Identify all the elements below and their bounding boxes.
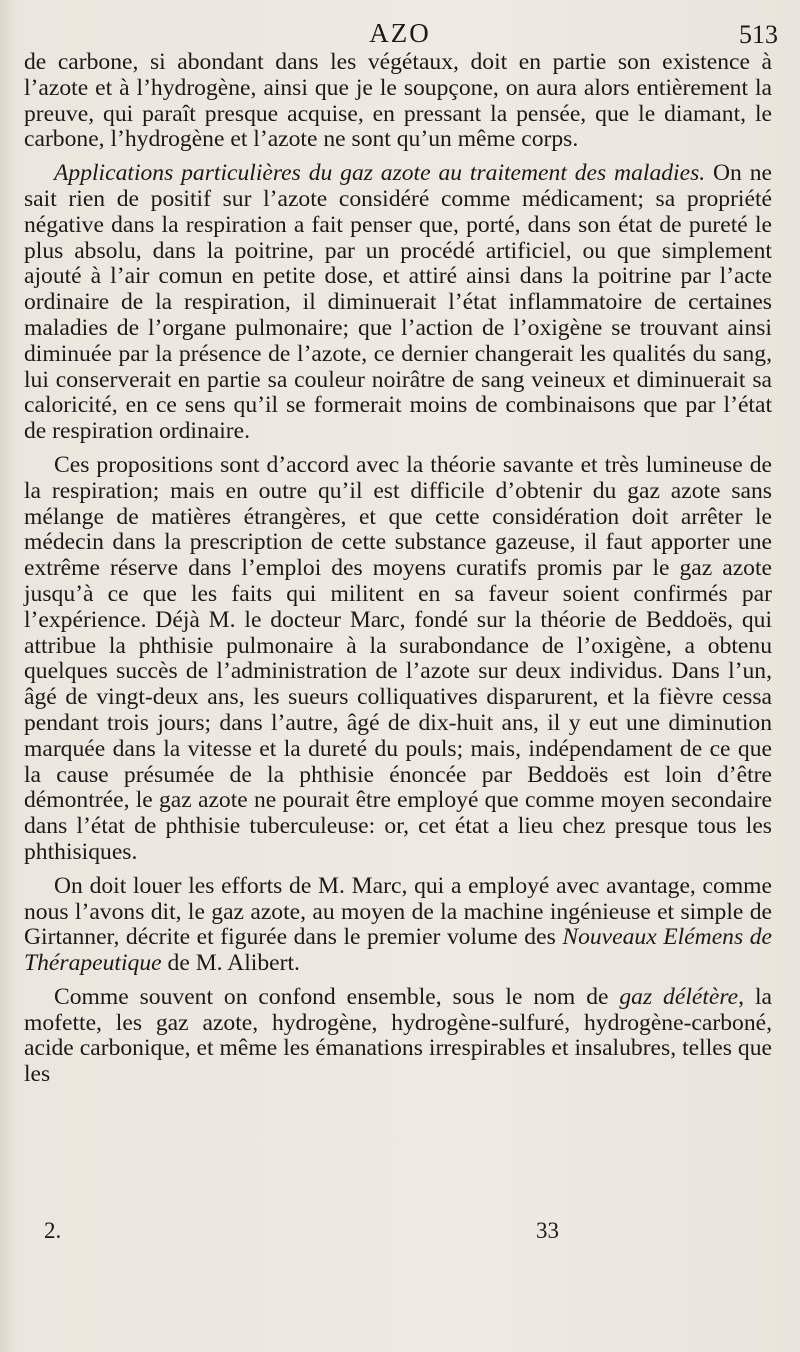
italic-text: Nouveaux Elémens de Thérapeutique [24,924,772,977]
paragraph [24,985,772,1088]
italic-text: Applications particulières du gaz azote au traitement des maladies. [54,160,706,187]
page-footer [24,1218,772,1248]
paragraph [24,161,772,445]
signature-mark: 2. [44,1218,62,1243]
page-number: 513 [739,20,778,49]
paragraph [24,50,772,153]
text-run: On ne sait rien de positif sur l’azote considéré comme médicament; sa propriété négative dans la respiration a fait penser que, porté, dans son état de pureté le plus absolu, dans la poitrine, par un procédé artificiel, ou que simplement ajouté à l’air comun en petite dose, et attiré ainsi dans la poitrine par l’acte ordinaire de la respiration, il diminuerait l’état inflammatoire de certaines maladies de l’organe pulmonaire; que l’action de l’oxigène se trouvant ainsi diminuée par la présence de l’azote, ce dernier changerait les qualités du sang, lui conserverait en partie sa couleur noirâtre de sang veineux et diminuerait sa caloricité, en ce sens qu’il se formerait moins de combinaisons que par l’état de respiration ordinaire. [24,160,772,445]
paragraph [24,874,772,977]
page-body [24,50,772,1088]
paragraph [24,453,772,866]
text-run: de carbone, si abondant dans les végétaux, doit en partie son existence à l’azote et à l’hydrogène, ainsi que je le soupçone, on aura alors entièrement la preuve, qui paraît presque acquise, en pressant la pensée, que le diamant, le carbone, l’hydrogène et l’azote ne sont qu’un même corps. [24,49,772,153]
sheet-number: 33 [536,1218,559,1243]
text-run: , la mofette, les gaz azote, hydrogène, hydrogène-sulfuré, hydrogène-carboné, acide carbonique, et même les émanations irrespirables et insalubres, telles que les [24,983,773,1088]
text-run: de M. Alibert. [161,950,300,977]
text-run: Comme souvent on confond ensemble, sous le nom de [54,983,620,1010]
text-run: Ces propositions sont d’accord avec la théorie savante et très lumineuse de la respiration; mais en outre qu’il est difficile d’obtenir du gaz azote sans mélange de matières étrangères, et que cette considération doit arrêter le médecin dans la prescription de cette substance gazeuse, il faut apporter une extrême réserve dans l’emploi des moyens curatifs promis par le gaz azote jusqu’à ce que les faits qui militent en sa faveur soient confirmés par l’expérience. Déjà M. le docteur Marc, fondé sur la théorie de Beddoës, qui attribue la phthisie pulmonaire à la surabondance de l’oxigène, a obtenu quelques succès de l’administration de l’azote sur deux individus. Dans l’un, âgé de vingt-deux ans, les sueurs colliquatives disparurent, et la fièvre cessa pendant trois jours; dans l’autre, âgé de dix-huit ans, il y eut une diminution marquée dans la vitesse et la dureté du pouls; mais, indépendament de ce que la cause présumée de la phthisie énoncée par Beddoës est loin d’être démontrée, le gaz azote ne pourait être employé que comme moyen secondaire dans l’état de phthisie tuberculeuse: or, cet état a lieu chez presque tous les phthisiques. [24,451,772,865]
running-title: AZO [369,18,431,48]
italic-text: gaz délétère [619,983,739,1010]
text-run: On doit louer les efforts de M. Marc, qui a employé avec avantage, comme nous l’avons dit, le gaz azote, au moyen de la machine ingénieuse et simple de Girtanner, décrite et figurée dans le premier volume des [24,872,772,951]
